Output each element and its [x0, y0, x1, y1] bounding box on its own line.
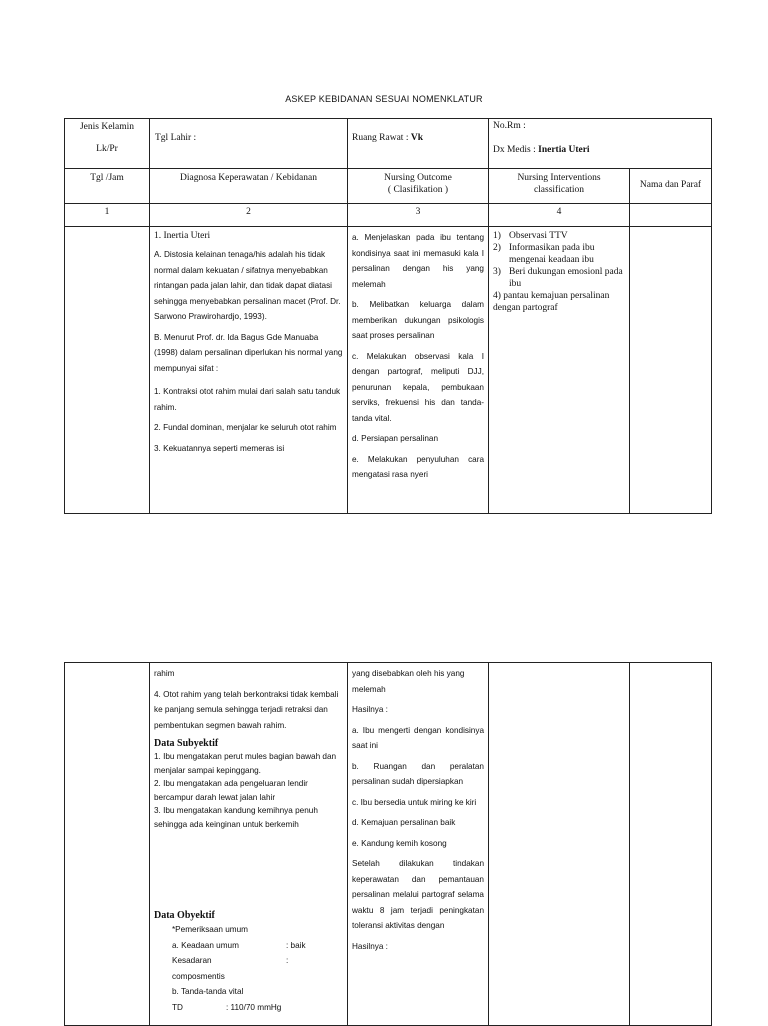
outcome-header-line2: ( Clasifikation ): [387, 185, 449, 195]
outcome-c: c. Melakukan observasi kala I dengan partograf, meliputi DJJ, penurunan kepala, pembukaan serviks, frekuensi his dan tanda-tanda vital.: [352, 351, 484, 423]
dob-label: Tgl Lahir :: [155, 133, 197, 143]
col-number-4: 4: [489, 204, 630, 227]
result-label: Hasilnya :: [352, 705, 388, 714]
dob-cell: [150, 119, 348, 169]
diagnosis-item-2: 2. Fundal dominan, menjalar ke seluruh otot rahim: [154, 423, 337, 432]
col-diagnosis-header: Diagnosa Keperawatan / Kebidanan: [150, 169, 348, 204]
diagnosis-para-b: B. Menurut Prof. dr. Ida Bagus Gde Manuaba (1998) dalam persalinan diperlukan his normal yang mempunyai sifat :: [154, 332, 343, 373]
intervention-item-3: 3) Beri dukungan emosionl pada ibu: [493, 267, 623, 289]
col-intervention-header: [489, 169, 630, 204]
result-label-2: Hasilnya :: [352, 941, 388, 951]
subjective-item-2: 2. Ibu mengatakan ada pengeluaran lendir bercampur darah lewat jalan lahir: [154, 779, 308, 802]
diagnosis-title: 1. Inertia Uteri: [154, 231, 211, 241]
outcome-d: d. Persiapan persalinan: [352, 434, 439, 443]
gender-label: Jenis Kelamin: [79, 122, 135, 132]
intervention-header-line2: classification: [533, 185, 585, 195]
diagnosis-cell-page1: [150, 227, 348, 514]
diagnosis-item-4: 4. Otot rahim yang telah berkontraksi tidak kembali ke panjang semula sehingga terjadi retraksi dan pembentukan segmen bawah rahim.: [154, 689, 339, 730]
outcome-cell-page2: [348, 663, 489, 1026]
diagnosis-cell-page2: [150, 663, 348, 1026]
result-c: c. Ibu bersedia untuk miring ke kiri: [352, 797, 477, 807]
gender-value: Lk/Pr: [96, 144, 118, 154]
intervention-item-4: 4) pantau kemajuan persalinan dengan partograf: [493, 291, 610, 313]
objective-vitals: b. Tanda-tanda vital: [172, 987, 244, 996]
outcome-a: a. Menjelaskan pada ibu tentang kondisinya saat ini memasuki kala I persalinan dengan his yang melemah: [352, 233, 484, 289]
intervention-item-2: 2) Informasikan pada ibu mengenai keadaan ibu: [493, 243, 595, 265]
objective-general: a. Keadaan umum : baik: [172, 940, 306, 950]
objective-bp: TD : 110/70 mmHg: [172, 1002, 282, 1012]
col-number-3: 3: [348, 204, 489, 227]
col-number-2: 2: [150, 204, 348, 227]
rm-dx-cell: [489, 119, 712, 169]
subjective-item-3: 3. Ibu mengatakan kandung kemihnya penuh sehingga ada keinginan untuk berkemih: [154, 806, 318, 829]
result-d: d. Kemajuan persalinan baik: [352, 818, 456, 827]
col-outcome-header: [348, 169, 489, 204]
care-plan-table-page1: [64, 118, 712, 514]
outcome-cell-page1: [348, 227, 489, 514]
dx-label: Dx Medis :: [493, 145, 536, 155]
diagnosis-item-3: 3. Kekuatannya seperti memeras isi: [154, 443, 285, 453]
intervention-cell-page1: [489, 227, 630, 514]
subjective-heading: Data Subyektif: [154, 738, 219, 749]
document-title: ASKEP KEBIDANAN SESUAI NOMENKLATUR: [285, 94, 483, 104]
date-cell-page2: [65, 663, 150, 1026]
intervention-item-1: 1) Observasi TTV: [493, 231, 568, 241]
outcome-after: Setelah dilakukan tindakan keperawatan dan pemantauan persalinan melalui partograf selama waktu 8 jam terjadi peningkatan toleransi aktivitas dengan: [352, 859, 484, 930]
objective-consciousness: Kesadaran : composmentis: [172, 956, 289, 981]
subjective-item-1: 1. Ibu mengatakan perut mules bagian bawah dan menjalar sampai kepinggang.: [154, 752, 337, 775]
rm-label: No.Rm :: [493, 121, 526, 131]
col-sign-header: Nama dan Paraf: [630, 169, 712, 204]
care-plan-table-page2: [64, 662, 712, 1026]
col-number-5: [630, 204, 712, 227]
result-b: b. Ruangan dan peralatan persalinan sudah dipersiapkan: [352, 761, 484, 786]
objective-exam: *Pemeriksaan umum: [172, 925, 248, 934]
result-e: e. Kandung kemih kosong: [352, 838, 447, 848]
outcome-header-line1: Nursing Outcome: [384, 173, 452, 183]
col-number-1: 1: [65, 204, 150, 227]
room-label: Ruang Rawat :: [352, 133, 409, 143]
outcome-b: b. Melibatkan keluarga dalam memberikan dukungan psikologis saat proses persalinan: [352, 300, 484, 340]
result-a: a. Ibu mengerti dengan kondisinya saat ini: [352, 725, 484, 750]
objective-heading: Data Obyektif: [154, 910, 215, 921]
intervention-header-line1: Nursing Interventions: [517, 173, 601, 183]
gender-cell: [65, 119, 150, 169]
dx-value: Inertia Uteri: [538, 145, 590, 155]
diagnosis-cont: rahim: [154, 669, 175, 678]
sign-cell-page1: [630, 227, 712, 514]
room-value: Vk: [410, 133, 423, 143]
outcome-e: e. Melakukan penyuluhan cara mengatasi rasa nyeri: [352, 454, 484, 479]
diagnosis-item-1: 1. Kontraksi otot rahim mulai dari salah satu tanduk rahim.: [154, 387, 341, 412]
sign-cell-page2: [630, 663, 712, 1026]
intervention-cell-page2: [489, 663, 630, 1026]
outcome-cont: yang disebabkan oleh his yang melemah: [352, 669, 465, 694]
col-date-header: Tgl /Jam: [65, 169, 150, 204]
diagnosis-para-a: A. Distosia kelainan tenaga/his adalah his tidak normal dalam kekuatan / sifatnya menyebabkan rintangan pada jalan lahir, dan tidak dapat diatasi sehingga menyebabkan persalinan macet (Prof. Dr. Sarwono Prawirohardjo, 1993).: [154, 250, 341, 321]
room-cell: [348, 119, 489, 169]
date-cell-page1: [65, 227, 150, 514]
